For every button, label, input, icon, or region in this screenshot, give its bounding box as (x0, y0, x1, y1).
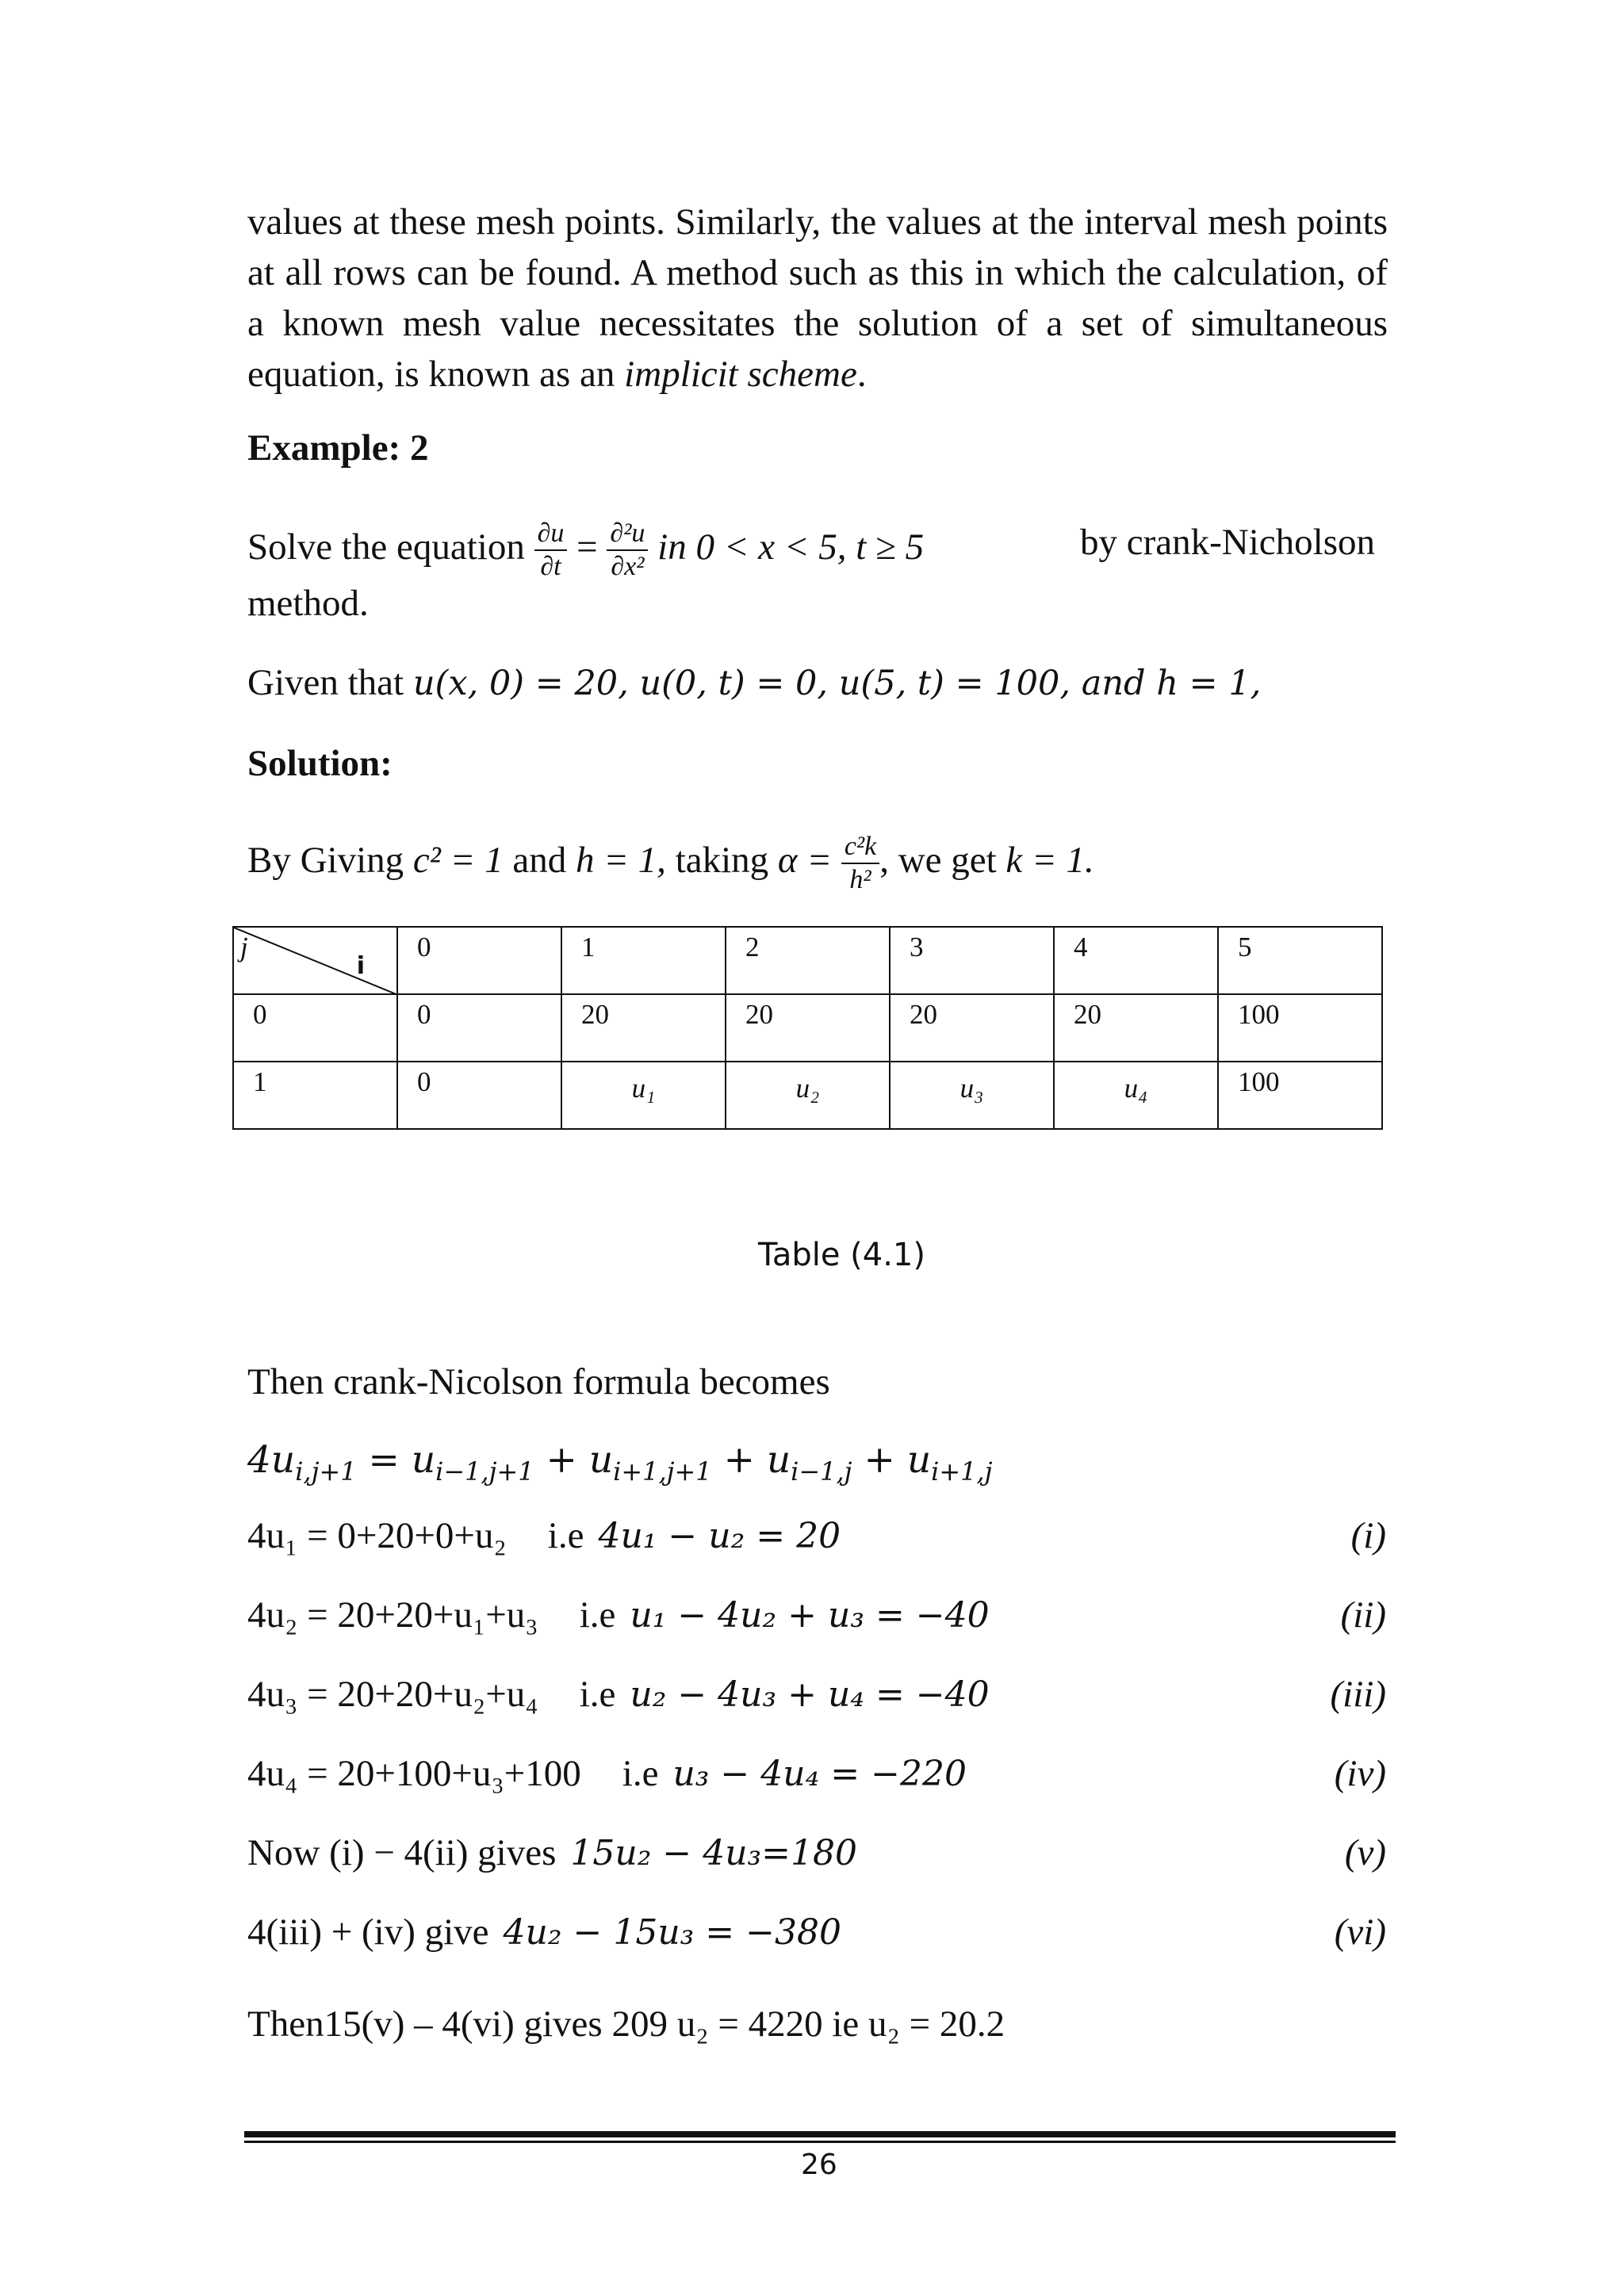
d2u-numerator: ∂²u (610, 519, 645, 549)
footer-rule-thin (244, 2141, 1396, 2143)
sol-part1: By Giving (247, 840, 404, 881)
problem-statement (247, 507, 924, 587)
du-dt-numerator: ∂u (537, 519, 565, 549)
sol-part4: , we get (879, 840, 997, 881)
header-cell: 5 (1218, 927, 1382, 994)
equation-row (247, 1911, 841, 1954)
equation-ie: i.e (579, 1674, 616, 1715)
row-label-cell: 1 (233, 1062, 397, 1129)
equation-lhs: 4(iii) + (iv) give (247, 1911, 489, 1953)
equation-tag: (iv) (1334, 1753, 1386, 1794)
header-cell: 1 (561, 927, 726, 994)
table-cell: 0 (397, 994, 561, 1062)
intro-text: values at these mesh points. Similarly, the values at the interval mesh points at all rows can be found. A method such as this in which the calculation, of a known mesh value necessitates the solution of a set of simultaneous equation, is known as an (247, 201, 1388, 395)
sol-c2: c² = 1 (412, 840, 504, 881)
corner-j-label: j (240, 932, 248, 962)
table-cell: 100 (1218, 994, 1382, 1062)
equation-row (247, 1673, 990, 1716)
formula-subscript: i−1,j+1 (435, 1456, 534, 1487)
equation-row (247, 1514, 841, 1557)
solution-line (247, 817, 1094, 904)
table-cell: 20 (1054, 994, 1218, 1062)
equation-lhs: 4u₂ = 20+20+u₁+u₃ (247, 1594, 538, 1636)
corner-i-label: i (356, 952, 365, 980)
equation-lhs: 4u₁ = 0+20+0+u₂ (247, 1515, 507, 1556)
equation-tag: (v) (1344, 1832, 1386, 1873)
equation-ie: i.e (622, 1753, 659, 1794)
table-caption: Table (4.1) (758, 1237, 925, 1273)
corner-diagonal (234, 928, 397, 994)
equation-rhs: 15u₂ − 4u₃=180 (570, 1833, 858, 1873)
formula-subscript: i−1,j (791, 1456, 852, 1487)
table-cell: u₃ (890, 1062, 1054, 1129)
alpha-fraction (841, 831, 879, 896)
page-number: 26 (801, 2149, 837, 2181)
equation-row (247, 1752, 967, 1795)
table-cell: u₄ (1054, 1062, 1218, 1129)
table-header-row (233, 927, 1382, 994)
sol-part3: taking (675, 840, 769, 881)
table-cell: 20 (726, 994, 890, 1062)
sol-k: k = 1. (1005, 840, 1094, 881)
sol-alpha: α = (777, 840, 833, 881)
solution-heading: Solution: (247, 743, 393, 784)
given-conditions: u(x, 0) = 20, u(0, t) = 0, u(5, t) = 100, and h = 1, (412, 664, 1262, 703)
footer-rule (244, 2131, 1396, 2137)
equation-rhs: u₃ − 4u₄ = −220 (672, 1754, 967, 1794)
corner-cell (233, 927, 397, 994)
intro-end: . (856, 354, 867, 395)
header-cell: 4 (1054, 927, 1218, 994)
alpha-denominator: h² (841, 863, 879, 896)
problem-domain: in 0 < x < 5, t ≥ 5 (657, 526, 925, 568)
final-result-line: Then15(v) – 4(vi) gives 209 u₂ = 4220 ie u₂ = 20.2 (247, 2003, 1005, 2045)
formula-subscript: i,j+1 (295, 1456, 357, 1487)
du-dt-fraction (534, 518, 568, 583)
table-row (233, 1062, 1382, 1129)
table-cell: 100 (1218, 1062, 1382, 1129)
header-cell: 2 (726, 927, 890, 994)
equation-tag: (ii) (1340, 1594, 1386, 1636)
du-dt-denominator: ∂t (534, 549, 568, 583)
sol-h: h = 1, (575, 840, 666, 881)
equation-rhs: u₂ − 4u₃ + u₄ = −40 (630, 1674, 990, 1715)
table-cell: 0 (397, 1062, 561, 1129)
alpha-numerator: c²k (844, 832, 877, 862)
mesh-table (232, 926, 1383, 1130)
row-label-cell: 0 (233, 994, 397, 1062)
equation-ie: i.e (579, 1594, 616, 1636)
equation-tag: (vi) (1334, 1911, 1386, 1953)
header-cell: 3 (890, 927, 1054, 994)
equation-tag: (iii) (1330, 1674, 1386, 1715)
crank-nicolson-formula (247, 1438, 992, 1487)
formula-subscript: i+1,j+1 (613, 1456, 712, 1487)
equation-rhs: u₁ − 4u₂ + u₃ = −40 (630, 1595, 990, 1636)
equation-row (247, 1831, 857, 1874)
equation-row (247, 1594, 990, 1636)
table-row (233, 994, 1382, 1062)
equation-lhs: Now (i) − 4(ii) gives (247, 1832, 557, 1873)
problem-lead: Solve the equation (247, 526, 525, 568)
table-cell: 20 (890, 994, 1054, 1062)
equation-lhs: 4u₃ = 20+20+u₂+u₄ (247, 1674, 538, 1715)
given-line (247, 661, 1261, 704)
problem-line2: method. (247, 583, 369, 624)
formula-subscript: i+1,j (931, 1456, 993, 1487)
d2u-denominator: ∂x² (607, 549, 648, 583)
equation-rhs: 4u₂ − 15u₃ = −380 (503, 1912, 841, 1953)
intro-paragraph (247, 197, 1388, 400)
formula-text: $4u_{i,j+1} = u_{i-1,j+1} + u_{i+1,j+1} + u_{i-1,j} + u_{i+1,j}$ (247, 1438, 993, 1487)
equation-ie: i.e (547, 1515, 584, 1556)
table-cell: u₁ (561, 1062, 726, 1129)
implicit-scheme-emphasis: implicit scheme (624, 354, 857, 395)
equation-rhs: 4u₁ − u₂ = 20 (598, 1516, 841, 1556)
table-cell: 20 (561, 994, 726, 1062)
equation-tag: (i) (1350, 1515, 1386, 1556)
given-lead: Given that (247, 662, 404, 703)
formula-intro: Then crank-Nicolson formula becomes (247, 1361, 830, 1402)
equation-lhs: 4u₄ = 20+100+u₃+100 (247, 1753, 581, 1794)
problem-tail: by crank-Nicholson (1080, 522, 1375, 563)
sol-part2: and (512, 840, 567, 881)
table-cell: u₂ (726, 1062, 890, 1129)
d2u-dx2-fraction (607, 518, 648, 583)
problem-equals: = (576, 526, 598, 568)
example-heading: Example: 2 (247, 427, 429, 469)
header-cell: 0 (397, 927, 561, 994)
